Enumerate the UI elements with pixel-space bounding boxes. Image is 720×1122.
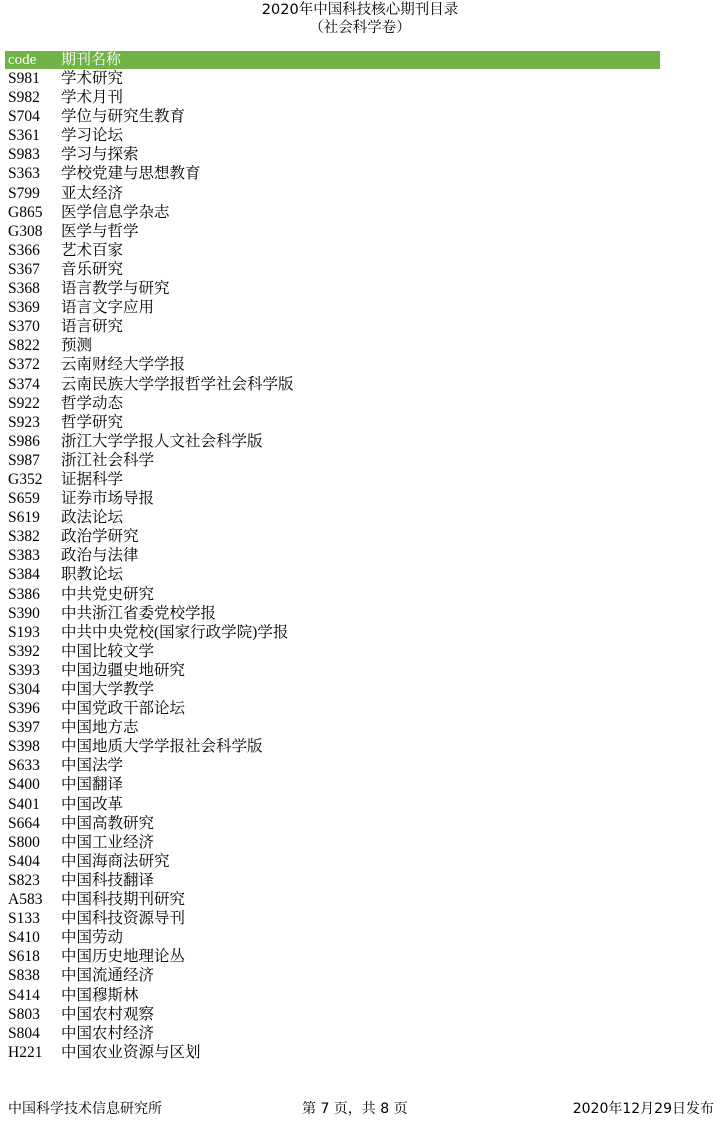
table-row	[5, 317, 660, 336]
table-row	[5, 756, 660, 775]
journal-name: 中国科技期刊研究	[61, 891, 186, 909]
journal-code: S982	[8, 89, 40, 107]
journal-name: 中国海商法研究	[61, 852, 170, 870]
journal-name: 证据科学	[61, 470, 124, 488]
journal-code: S981	[8, 70, 40, 87]
journal-code: S393	[8, 661, 40, 679]
table-row	[5, 107, 660, 126]
journal-name: 中国农村观察	[61, 1005, 155, 1023]
journal-name: 云南财经大学学报	[61, 356, 186, 374]
journal-code: S823	[8, 871, 40, 889]
journal-code: S396	[8, 700, 40, 718]
table-row	[5, 527, 660, 546]
journal-code: S799	[8, 184, 40, 202]
journal-name: 中国地质大学学报社会科学版	[61, 738, 263, 756]
footer-publisher: 中国科学技术信息研究所	[8, 1101, 162, 1117]
table-row	[5, 222, 660, 241]
table-row	[5, 184, 660, 203]
journal-code: A583	[8, 891, 43, 909]
table-row	[5, 451, 660, 470]
table-row	[5, 489, 660, 508]
journal-name: 语言教学与研究	[61, 280, 170, 298]
journal-code: S923	[8, 413, 40, 431]
journal-name: 学位与研究生教育	[61, 108, 186, 126]
journal-code: G308	[8, 222, 43, 240]
journal-name: 中共党史研究	[61, 585, 155, 603]
journal-name: 中国党政干部论坛	[61, 700, 186, 718]
journal-code: S193	[8, 623, 40, 641]
journal-name: 中国流通经济	[61, 967, 155, 985]
journal-code: S370	[8, 318, 40, 336]
journal-name: 学校党建与思想教育	[61, 165, 201, 183]
table-row	[5, 145, 660, 164]
table-header	[5, 51, 660, 69]
journal-code: S659	[8, 490, 40, 508]
table-row	[5, 470, 660, 489]
journal-name: 中国翻译	[61, 776, 124, 794]
journal-name: 中国比较文学	[61, 642, 155, 660]
document-title: 2020年中国科技核心期刊目录	[261, 2, 459, 18]
table-row	[5, 203, 660, 222]
table-row	[5, 279, 660, 298]
journal-code: S803	[8, 1005, 40, 1023]
journal-name: 亚太经济	[61, 184, 124, 202]
journal-code: S633	[8, 757, 40, 775]
table-row	[5, 890, 660, 909]
journal-name: 哲学动态	[61, 394, 124, 412]
journal-name: 中国改革	[61, 795, 124, 813]
journal-code: S922	[8, 394, 40, 412]
journal-name: 预测	[61, 337, 93, 355]
table-row	[5, 355, 660, 374]
journal-name: 中国地方志	[61, 719, 139, 737]
table-row	[5, 852, 660, 871]
journal-name: 政治学研究	[61, 528, 139, 546]
table-row	[5, 413, 660, 432]
journal-name: 中国法学	[61, 757, 124, 775]
journal-name: 语言研究	[61, 318, 124, 336]
journal-code: S367	[8, 260, 40, 278]
journal-name: 中国科技翻译	[61, 871, 155, 889]
journal-name: 浙江大学学报人文社会科学版	[61, 432, 263, 450]
journal-name: 学习与探索	[61, 146, 139, 164]
table-row	[5, 432, 660, 451]
journal-name: 中国大学教学	[61, 681, 155, 698]
journal-name: 中国高教研究	[61, 814, 155, 832]
table-row	[5, 718, 660, 737]
journal-code: S398	[8, 738, 40, 756]
journal-name: 中国边疆史地研究	[61, 661, 186, 679]
journal-code: S369	[8, 299, 40, 317]
journal-code: S618	[8, 948, 40, 966]
journal-name: 中国劳动	[61, 929, 124, 947]
journal-name: 中共浙江省委党校学报	[61, 604, 217, 622]
journal-code: S384	[8, 566, 40, 584]
journal-code: S838	[8, 967, 40, 985]
table-row	[5, 241, 660, 260]
journal-code: S397	[8, 719, 40, 737]
journal-code: S401	[8, 795, 40, 813]
table-row	[5, 604, 660, 623]
table-row	[5, 795, 660, 814]
journal-code: S404	[8, 852, 40, 870]
table-row	[5, 1005, 660, 1024]
table-row	[5, 508, 660, 527]
journal-name: 语言文字应用	[61, 299, 155, 317]
table-row	[5, 88, 660, 107]
journal-code: S304	[8, 681, 40, 698]
journal-code: S366	[8, 241, 40, 259]
table-row	[5, 661, 660, 680]
journal-name: 医学与哲学	[61, 222, 139, 240]
journal-code: S619	[8, 509, 40, 527]
journal-code: S664	[8, 814, 40, 832]
table-row	[5, 375, 660, 394]
journal-code: S372	[8, 356, 40, 374]
journal-name: 音乐研究	[61, 260, 124, 278]
table-row	[5, 336, 660, 355]
journal-name: 中共中央党校(国家行政学院)学报	[61, 623, 289, 641]
table-row	[5, 947, 660, 966]
table-row	[5, 69, 660, 88]
journal-code: S804	[8, 1024, 40, 1042]
journal-name: 哲学研究	[61, 413, 124, 431]
journal-code: S374	[8, 375, 40, 393]
table-row	[5, 623, 660, 642]
journal-name: 中国历史地理论丛	[61, 948, 186, 966]
journal-code: S822	[8, 337, 40, 355]
table-row	[5, 699, 660, 718]
journal-code: S386	[8, 585, 40, 603]
column-header-code: code	[8, 52, 37, 68]
journal-code: S414	[8, 986, 40, 1004]
journal-code: S363	[8, 165, 40, 183]
journal-code: S987	[8, 451, 40, 469]
journal-table	[5, 69, 660, 1062]
table-row	[5, 833, 660, 852]
journal-name: 中国穆斯林	[61, 986, 139, 1004]
journal-code: S361	[8, 127, 40, 145]
journal-name: 职教论坛	[61, 566, 124, 584]
journal-code: S368	[8, 280, 40, 298]
table-row	[5, 871, 660, 890]
journal-code: S704	[8, 108, 40, 126]
journal-name: 学术月刊	[61, 89, 124, 107]
table-row	[5, 986, 660, 1005]
footer-date: 2020年12月29日发布	[572, 1101, 714, 1117]
journal-name: 学习论坛	[61, 127, 124, 145]
table-row	[5, 966, 660, 985]
table-row	[5, 775, 660, 794]
column-header-name: 期刊名称	[61, 52, 122, 68]
journal-code: S133	[8, 910, 40, 928]
table-row	[5, 680, 660, 699]
journal-name: 中国工业经济	[61, 833, 155, 851]
table-row	[5, 814, 660, 833]
journal-code: S986	[8, 432, 40, 450]
journal-name: 云南民族大学学报哲学社会科学版	[61, 375, 294, 393]
journal-name: 艺术百家	[61, 241, 124, 259]
journal-code: S382	[8, 528, 40, 546]
table-row	[5, 928, 660, 947]
table-row	[5, 126, 660, 145]
journal-code: S410	[8, 929, 40, 947]
journal-code: S392	[8, 642, 40, 660]
journal-name: 证券市场导报	[61, 490, 155, 508]
table-row	[5, 565, 660, 584]
journal-name: 医学信息学杂志	[61, 203, 170, 221]
table-row	[5, 642, 660, 661]
journal-code: S983	[8, 146, 40, 164]
table-row	[5, 1024, 660, 1043]
journal-name: 中国农业资源与区划	[61, 1043, 201, 1061]
journal-code: S383	[8, 547, 40, 565]
journal-name: 政治与法律	[61, 547, 139, 565]
journal-code: G352	[8, 470, 43, 488]
table-row	[5, 394, 660, 413]
journal-code: S800	[8, 833, 40, 851]
journal-name: 浙江社会科学	[61, 451, 155, 469]
table-row	[5, 909, 660, 928]
journal-name: 学术研究	[61, 70, 124, 87]
table-row	[5, 585, 660, 604]
journal-name: 中国农村经济	[61, 1024, 155, 1042]
table-row	[5, 1043, 660, 1062]
footer-page-number: 第 7 页，共 8 页	[302, 1101, 408, 1117]
table-row	[5, 546, 660, 565]
journal-code: S390	[8, 604, 40, 622]
journal-code: S400	[8, 776, 40, 794]
journal-name: 中国科技资源导刊	[61, 910, 186, 928]
table-row	[5, 737, 660, 756]
journal-code: G865	[8, 203, 43, 221]
table-row	[5, 164, 660, 183]
journal-name: 政法论坛	[61, 509, 124, 527]
document-subtitle: （社会科学卷）	[309, 20, 411, 36]
table-row	[5, 298, 660, 317]
table-row	[5, 260, 660, 279]
journal-code: H221	[8, 1043, 43, 1061]
